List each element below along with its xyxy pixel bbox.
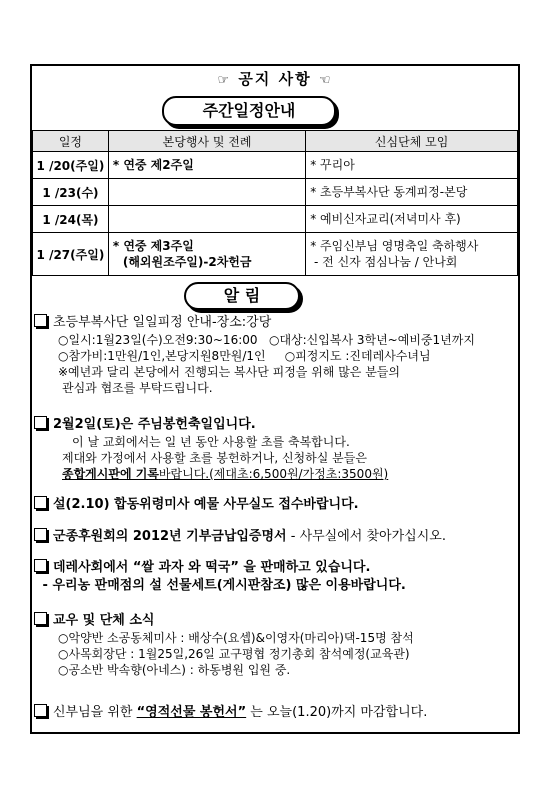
square-bullet-icon [34, 416, 47, 429]
row-group-line: * 주임신부님 영명축일 축하행사 [310, 239, 479, 253]
row-parish [108, 152, 305, 179]
row-group [306, 152, 518, 179]
table-row [33, 206, 518, 233]
header-date: 일정 [33, 131, 109, 152]
retreat-date: ○일시:1월23일(수)오전9:30~16:00 [58, 333, 258, 347]
row-parish-line: * 연중 제3주일 [112, 239, 194, 253]
row-parish [108, 206, 305, 233]
retreat-note: ※예년과 달리 본당에서 진행되는 복사단 피정을 위해 많은 분들의 [58, 365, 400, 379]
donation-receipt-bold: 군종후원회의 2012년 기부금납입증명서 [53, 529, 287, 544]
row-group [306, 179, 518, 206]
row-group [306, 233, 518, 276]
square-bullet-icon [34, 496, 47, 509]
table-row [33, 233, 518, 276]
candlemas-price: 바랍니다.(제대초:6,500원/가정초:3500원) [158, 467, 389, 481]
spiritual-gift-c: 는 오늘(1.20)까지 마감합니다. [246, 705, 428, 720]
bulletin-frame [30, 64, 520, 734]
row-date: 1 /20(주일) [33, 152, 109, 179]
sale-line-1: 데레사회에서 “쌀 과자 와 떡국” 을 판매하고 있습니다. [53, 560, 371, 575]
retreat-fee: ○참가비:1만원/1인,본당지원8만원/1인 [58, 349, 266, 363]
row-parish-line: (해외원조주일)-2차헌금 [122, 255, 252, 269]
retreat-notice [34, 314, 518, 396]
parish-news-heading: 교우 및 단체 소식 [53, 613, 155, 628]
square-bullet-icon [34, 528, 47, 541]
retreat-target: ○대상:신입복사 3학년~예비중1년까지 [268, 333, 475, 347]
notice-title [32, 68, 518, 89]
weekly-schedule-table [32, 130, 518, 276]
candlemas-heading: 2월2일(토)은 주님봉헌축일입니다. [53, 417, 256, 432]
retreat-heading: 초등부복사단 일일피정 안내-장소:강당 [53, 315, 272, 330]
table-row [33, 152, 518, 179]
square-bullet-icon [34, 612, 47, 625]
spiritual-gift-a: 신부님을 위한 [53, 705, 137, 720]
row-parish [108, 233, 305, 276]
square-bullet-icon [34, 314, 47, 327]
header-parish: 본당행사 및 전례 [108, 131, 305, 152]
retreat-guide: ○피정지도 :진데레사수녀님 [284, 349, 431, 363]
candlemas-line-1: 이 날 교회에서는 일 년 동안 사용할 초를 축복합니다. [72, 435, 350, 449]
parish-news-line-1: ○악양반 소공동체미사 : 배상수(요셉)&이영자(마리아)댁-15명 참석 [58, 631, 414, 645]
sale-line-2: - 우리농 판매점의 설 선물세트(게시판참조) 많은 이용바랍니다. [38, 578, 406, 593]
table-header-row [33, 131, 518, 152]
square-bullet-icon [34, 559, 47, 572]
row-date: 1 /24(목) [33, 206, 109, 233]
row-date: 1 /27(주일) [33, 233, 109, 276]
row-parish-line: * 연중 제2주일 [112, 158, 194, 172]
row-group-line: * 꾸리아 [310, 158, 355, 172]
spiritual-gift-title: “영적선물 봉헌서” [136, 705, 247, 720]
retreat-note-2: 관심과 협조를 부탁드립니다. [62, 381, 213, 395]
row-group-line: - 전 신자 점심나눔 / 안나회 [310, 255, 458, 269]
row-parish [108, 179, 305, 206]
spiritual-gift-notice [34, 704, 518, 722]
announcements-title: 알 림 [184, 282, 300, 310]
donation-receipt-notice [34, 528, 518, 546]
parish-news-line-2: ○사목회장단 : 1월25일,26일 교구평협 정기총회 참석예정(교육관) [58, 647, 410, 661]
hand-left-icon: ☞ [217, 73, 232, 88]
row-date: 1 /23(수) [33, 179, 109, 206]
weekly-schedule-title: 주간일정안내 [162, 96, 336, 126]
hand-right-icon: ☜ [318, 73, 333, 88]
candlemas-line-2: 제대와 가정에서 사용할 초를 봉헌하거나, 신청하실 분들은 [62, 451, 367, 465]
row-group-line: * 초등부복사단 동계피정-본당 [310, 185, 468, 199]
table-row [33, 179, 518, 206]
square-bullet-icon [34, 704, 47, 717]
parish-news [34, 612, 518, 678]
row-group [306, 206, 518, 233]
candlemas-notice [34, 416, 518, 482]
memorial-mass-text: 설(2.10) 합동위령미사 예물 사무실도 접수바랍니다. [53, 497, 359, 512]
candlemas-board: 종합게시판에 기록 [62, 467, 159, 481]
parish-news-line-3: ○공소반 박속향(아네스) : 하동병원 입원 중. [58, 663, 291, 677]
memorial-mass-notice [34, 496, 518, 514]
notice-title-text: 공지 사항 [238, 70, 312, 88]
header-group: 신심단체 모임 [306, 131, 518, 152]
donation-receipt-rest: - 사무실에서 찾아가십시오. [286, 529, 446, 544]
row-group-line: * 예비신자교리(저녁미사 후) [310, 212, 461, 226]
sale-notice [34, 559, 518, 595]
